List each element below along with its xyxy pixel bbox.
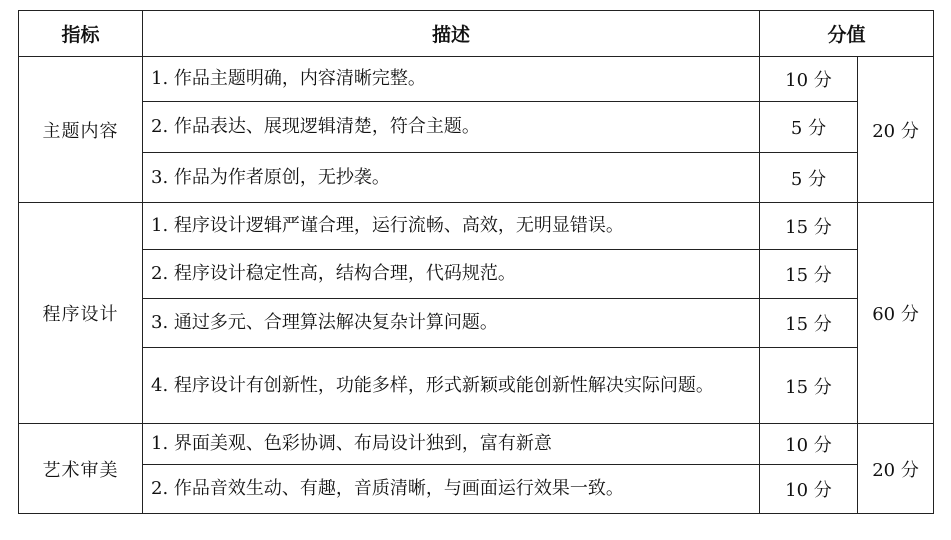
criterion-score: 15 分 [760, 299, 858, 348]
header-description: 描述 [143, 11, 760, 57]
criterion-description: 3. 作品为作者原创，无抄袭。 [143, 153, 760, 203]
criterion-score: 15 分 [760, 250, 858, 299]
section-indicator-programming: 程序设计 [19, 203, 143, 424]
criterion-score: 15 分 [760, 203, 858, 250]
table-row [19, 153, 934, 203]
criterion-description: 2. 程序设计稳定性高，结构合理，代码规范。 [143, 250, 760, 299]
criterion-score: 5 分 [760, 102, 858, 153]
section-indicator-theme: 主题内容 [19, 57, 143, 203]
header-indicator: 指标 [19, 11, 143, 57]
table-row [19, 102, 934, 153]
header-score: 分值 [760, 11, 934, 57]
criterion-description: 2. 作品表达、展现逻辑清楚，符合主题。 [143, 102, 760, 153]
section-total-programming: 60 分 [858, 203, 934, 424]
table-row [19, 299, 934, 348]
criterion-description: 2. 作品音效生动、有趣，音质清晰，与画面运行效果一致。 [143, 465, 760, 514]
table-row [19, 57, 934, 102]
criterion-description: 1. 界面美观、色彩协调、布局设计独到，富有新意 [143, 424, 760, 465]
criterion-score: 10 分 [760, 424, 858, 465]
table-row [19, 250, 934, 299]
table-row [19, 465, 934, 514]
criterion-description: 4. 程序设计有创新性，功能多样，形式新颖或能创新性解决实际问题。 [143, 348, 760, 424]
criterion-description: 1. 程序设计逻辑严谨合理，运行流畅、高效，无明显错误。 [143, 203, 760, 250]
table-row [19, 203, 934, 250]
criterion-score: 5 分 [760, 153, 858, 203]
criterion-score: 15 分 [760, 348, 858, 424]
criterion-description: 3. 通过多元、合理算法解决复杂计算问题。 [143, 299, 760, 348]
scoring-rubric-table [18, 10, 934, 514]
criterion-score: 10 分 [760, 465, 858, 514]
section-indicator-aesthetics: 艺术审美 [19, 424, 143, 514]
section-total-theme: 20 分 [858, 57, 934, 203]
table-row [19, 424, 934, 465]
criterion-description: 1. 作品主题明确，内容清晰完整。 [143, 57, 760, 102]
table-row [19, 348, 934, 424]
header-row [19, 11, 934, 57]
section-total-aesthetics: 20 分 [858, 424, 934, 514]
criterion-score: 10 分 [760, 57, 858, 102]
